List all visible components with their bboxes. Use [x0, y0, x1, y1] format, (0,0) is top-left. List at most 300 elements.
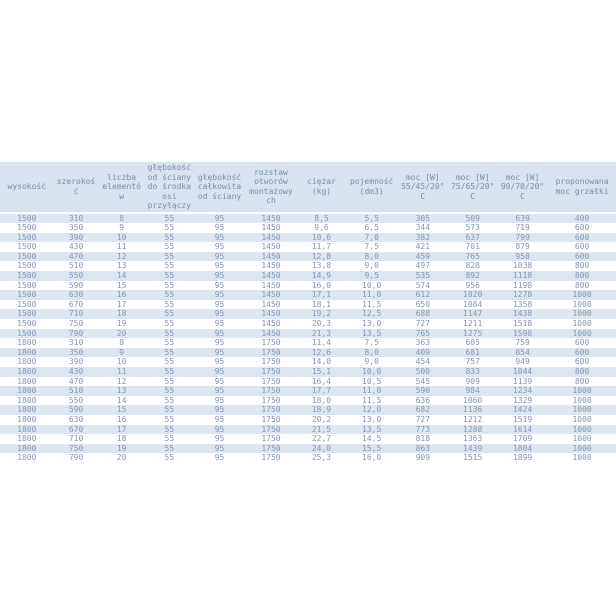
- table-cell: 1038: [512, 261, 533, 271]
- table-cell: 17,1: [311, 290, 332, 300]
- table-cell: 600: [574, 347, 590, 357]
- table-cell: 1500: [17, 328, 37, 338]
- table-cell: 18,9: [311, 405, 332, 415]
- table-cell: 1212: [463, 414, 483, 424]
- table-cell: 1750: [261, 357, 281, 367]
- table-cell: 550: [68, 271, 84, 281]
- table-row: [0, 271, 616, 281]
- table-row: [0, 444, 616, 454]
- table-cell: 682: [415, 405, 431, 415]
- table-cell: 984: [465, 386, 480, 396]
- column-header: głębokość całkowita od ściany: [194, 162, 245, 213]
- table-cell: 55: [164, 213, 175, 223]
- table-cell: 1750: [261, 367, 281, 376]
- table-cell: 1500: [17, 261, 37, 271]
- table-cell: 1750: [261, 424, 281, 434]
- table-cell: 421: [415, 242, 431, 252]
- column-header: moc [W] 90/70/20°C: [497, 162, 548, 213]
- table-cell: 11,0: [362, 290, 382, 300]
- table-cell: 14,5: [362, 434, 382, 444]
- table-cell: 800: [574, 271, 590, 281]
- table-cell: 1439: [463, 443, 483, 453]
- table-cell: 7,5: [364, 338, 379, 348]
- table-cell: 497: [415, 261, 431, 271]
- table-row: [0, 213, 616, 224]
- table-cell: 1060: [463, 395, 483, 405]
- table-cell: 1500: [17, 290, 37, 300]
- table-cell: 1750: [261, 405, 281, 415]
- table-cell: 1750: [261, 453, 281, 463]
- table-cell: 1358: [512, 299, 533, 309]
- table-cell: 1800: [17, 414, 37, 424]
- table-cell: 1614: [512, 424, 533, 434]
- table-cell: 21,5: [311, 424, 332, 434]
- table-cell: 95: [214, 213, 225, 223]
- table-cell: 670: [68, 424, 84, 434]
- table-cell: 1084: [463, 299, 483, 309]
- table-cell: 95: [214, 434, 225, 444]
- table-cell: 12: [116, 251, 127, 261]
- table-cell: 11,5: [362, 395, 382, 405]
- table-cell: 470: [68, 376, 84, 386]
- table-cell: 55: [164, 357, 175, 367]
- table-cell: 11,7: [311, 242, 332, 252]
- table-cell: 688: [415, 309, 431, 319]
- table-cell: 13,0: [362, 414, 382, 424]
- table-cell: 11,0: [362, 386, 382, 396]
- table-cell: 12,5: [362, 309, 382, 319]
- table-cell: 10,0: [362, 367, 382, 376]
- table-cell: 12,6: [311, 347, 332, 357]
- table-cell: 636: [415, 395, 431, 405]
- table-cell: 10: [116, 357, 127, 367]
- table-cell: 1750: [261, 386, 281, 396]
- table-cell: 650: [415, 299, 431, 309]
- spec-table: [0, 162, 616, 463]
- column-header: rozstaw otworów montażowych: [245, 162, 297, 213]
- table-cell: 1500: [17, 319, 37, 329]
- table-cell: 1800: [17, 357, 37, 367]
- table-cell: 1275: [463, 328, 483, 338]
- table-cell: 18,0: [311, 395, 332, 405]
- table-cell: 95: [214, 271, 225, 281]
- table-cell: 833: [465, 367, 480, 376]
- table-row: [0, 434, 616, 444]
- table-cell: 1598: [512, 328, 533, 338]
- table-cell: 24,0: [311, 443, 332, 453]
- table-cell: 956: [465, 280, 480, 290]
- table-cell: 14,0: [311, 357, 332, 367]
- table-cell: 1278: [512, 290, 533, 300]
- table-cell: 55: [164, 405, 175, 415]
- table-cell: 800: [574, 261, 590, 271]
- table-cell: 95: [214, 232, 225, 242]
- table-cell: 55: [164, 347, 175, 357]
- table-cell: 5,5: [364, 213, 379, 223]
- table-cell: 600: [574, 223, 590, 233]
- table-row: [0, 348, 616, 358]
- table-cell: 757: [465, 357, 480, 367]
- table-cell: 55: [164, 223, 175, 233]
- table-cell: 17: [116, 299, 127, 309]
- table-cell: 55: [164, 414, 175, 424]
- table-cell: 55: [164, 386, 175, 396]
- table-cell: 25,3: [311, 453, 332, 463]
- table-cell: 18: [116, 309, 127, 319]
- table-cell: 1450: [261, 213, 281, 223]
- table-cell: 19: [116, 443, 127, 453]
- table-cell: 95: [214, 280, 225, 290]
- table-cell: 55: [164, 299, 175, 309]
- table-cell: 18,1: [311, 299, 332, 309]
- table-cell: 7,5: [364, 242, 379, 252]
- table-cell: 12,0: [362, 405, 382, 415]
- header-row: [0, 162, 616, 213]
- table-cell: 55: [164, 376, 175, 386]
- table-cell: 630: [68, 290, 84, 300]
- table-cell: 909: [465, 376, 480, 386]
- table-row: [0, 396, 616, 406]
- table-cell: 55: [164, 242, 175, 252]
- table-row: [0, 338, 616, 348]
- table-cell: 55: [164, 290, 175, 300]
- table-cell: 55: [164, 367, 175, 376]
- table-cell: 55: [164, 261, 175, 271]
- table-cell: 1000: [572, 386, 592, 396]
- table-cell: 14: [116, 271, 127, 281]
- table-cell: 55: [164, 443, 175, 453]
- table-cell: 10: [116, 232, 127, 242]
- table-cell: 1000: [572, 414, 592, 424]
- table-cell: 509: [465, 213, 480, 223]
- table-cell: 710: [68, 309, 84, 319]
- table-row: [0, 290, 616, 300]
- table-cell: 1800: [17, 443, 37, 453]
- table-cell: 1000: [572, 309, 592, 319]
- table-cell: 1450: [261, 299, 281, 309]
- table-cell: 1450: [261, 319, 281, 329]
- table-row: [0, 300, 616, 310]
- table-cell: 1500: [17, 251, 37, 261]
- table-row: [0, 377, 616, 387]
- table-cell: 535: [415, 271, 431, 281]
- column-header: głębokość od ściany do środka osi przyłączy: [145, 162, 194, 213]
- table-cell: 1450: [261, 290, 281, 300]
- table-cell: 9,5: [364, 271, 379, 281]
- table-cell: 22,7: [311, 434, 332, 444]
- table-cell: 305: [415, 213, 431, 223]
- table-row: [0, 309, 616, 319]
- table-row: [0, 415, 616, 425]
- table-cell: 773: [415, 424, 431, 434]
- table-cell: 573: [465, 223, 480, 233]
- table-cell: 9: [119, 223, 125, 233]
- table-cell: 55: [164, 434, 175, 444]
- table-cell: 1000: [572, 434, 592, 444]
- table-cell: 20: [116, 328, 127, 338]
- table-cell: 1750: [261, 443, 281, 453]
- table-row: [0, 367, 616, 377]
- table-cell: 13,5: [362, 424, 382, 434]
- table-cell: 1000: [572, 328, 592, 338]
- column-header: szerokość: [54, 162, 99, 213]
- table-cell: 16,0: [362, 453, 382, 463]
- table-row: [0, 252, 616, 262]
- table-cell: 1136: [463, 405, 483, 415]
- table-cell: 95: [214, 376, 225, 386]
- table-cell: 1750: [261, 376, 281, 386]
- table-cell: 9,0: [364, 261, 379, 271]
- table-cell: 20: [116, 453, 127, 463]
- table-cell: 20,3: [311, 319, 332, 329]
- table-cell: 590: [68, 405, 84, 415]
- table-cell: 13: [116, 261, 127, 271]
- column-header: liczba elementów: [99, 162, 145, 213]
- table-cell: 909: [415, 453, 431, 463]
- table-cell: 605: [465, 338, 480, 348]
- table-cell: 1750: [261, 395, 281, 405]
- table-cell: 1000: [572, 424, 592, 434]
- table-cell: 6,5: [364, 223, 379, 233]
- table-cell: 454: [415, 357, 431, 367]
- table-cell: 600: [574, 357, 590, 367]
- table-cell: 1500: [17, 223, 37, 233]
- table-cell: 55: [164, 453, 175, 463]
- table-cell: 16,4: [311, 376, 332, 386]
- table-row: [0, 281, 616, 291]
- table-cell: 600: [574, 338, 590, 348]
- table-cell: 818: [415, 434, 431, 444]
- table-cell: 8,0: [364, 347, 379, 357]
- table-cell: 20,2: [311, 414, 332, 424]
- table-row: [0, 386, 616, 396]
- table-cell: 344: [415, 223, 431, 233]
- table-cell: 10,0: [362, 280, 382, 290]
- table-cell: 800: [574, 376, 590, 386]
- table-cell: 382: [415, 232, 431, 242]
- table-cell: 1800: [17, 395, 37, 405]
- table-cell: 590: [415, 386, 431, 396]
- table-cell: 863: [415, 443, 431, 453]
- table-cell: 1500: [17, 309, 37, 319]
- table-cell: 95: [214, 453, 225, 463]
- table-cell: 95: [214, 347, 225, 357]
- table-cell: 95: [214, 395, 225, 405]
- spec-table-container: [0, 162, 616, 463]
- table-cell: 681: [465, 347, 480, 357]
- table-cell: 55: [164, 271, 175, 281]
- table-cell: 1450: [261, 242, 281, 252]
- table-cell: 11,5: [362, 299, 382, 309]
- table-cell: 612: [415, 290, 431, 300]
- table-cell: 95: [214, 443, 225, 453]
- table-cell: 15: [116, 405, 127, 415]
- table-cell: 727: [415, 319, 431, 329]
- table-body: [0, 213, 616, 463]
- table-cell: 1500: [17, 280, 37, 290]
- table-cell: 790: [68, 328, 84, 338]
- table-row: [0, 233, 616, 243]
- table-cell: 1147: [463, 309, 483, 319]
- table-cell: 18: [116, 434, 127, 444]
- table-cell: 1000: [572, 453, 592, 463]
- table-cell: 15,5: [362, 443, 382, 453]
- table-cell: 9,6: [314, 223, 329, 233]
- table-cell: 1750: [261, 414, 281, 424]
- table-cell: 1450: [261, 328, 281, 338]
- table-cell: 95: [214, 386, 225, 396]
- table-cell: 95: [214, 290, 225, 300]
- table-cell: 765: [465, 251, 480, 261]
- table-cell: 21,3: [311, 328, 332, 338]
- table-cell: 12,8: [311, 251, 332, 261]
- table-cell: 470: [68, 251, 84, 261]
- table-cell: 8,5: [314, 213, 329, 223]
- table-cell: 1709: [512, 434, 533, 444]
- table-cell: 8,0: [364, 251, 379, 261]
- table-cell: 11,4: [311, 338, 332, 348]
- table-cell: 95: [214, 357, 225, 367]
- table-cell: 1800: [17, 453, 37, 463]
- table-cell: 630: [68, 414, 84, 424]
- table-cell: 1450: [261, 251, 281, 261]
- table-cell: 1288: [463, 424, 483, 434]
- table-cell: 17,7: [311, 386, 332, 396]
- table-cell: 11: [116, 242, 127, 252]
- table-cell: 15,1: [311, 367, 332, 376]
- table-cell: 10,6: [311, 232, 332, 242]
- table-cell: 459: [415, 251, 431, 261]
- column-header: pojemność (dm3): [346, 162, 397, 213]
- table-cell: 800: [574, 367, 590, 376]
- table-cell: 590: [68, 280, 84, 290]
- table-cell: 1750: [261, 434, 281, 444]
- table-cell: 55: [164, 232, 175, 242]
- table-row: [0, 242, 616, 252]
- table-cell: 600: [574, 242, 590, 252]
- table-cell: 55: [164, 424, 175, 434]
- table-cell: 55: [164, 328, 175, 338]
- table-cell: 1234: [512, 386, 533, 396]
- table-cell: 1800: [17, 424, 37, 434]
- table-cell: 949: [515, 357, 530, 367]
- table-cell: 1500: [17, 213, 37, 223]
- table-cell: 390: [68, 232, 84, 242]
- table-cell: 550: [68, 395, 84, 405]
- table-cell: 1438: [512, 309, 533, 319]
- table-cell: 1363: [463, 434, 483, 444]
- table-cell: 19: [116, 319, 127, 329]
- table-cell: 55: [164, 309, 175, 319]
- table-cell: 95: [214, 338, 225, 348]
- table-cell: 1519: [512, 414, 533, 424]
- table-cell: 1000: [572, 405, 592, 415]
- table-cell: 1500: [17, 242, 37, 252]
- table-cell: 1804: [512, 443, 533, 453]
- table-row: [0, 357, 616, 367]
- table-cell: 1020: [463, 290, 483, 300]
- table-cell: 1500: [17, 299, 37, 309]
- table-cell: 55: [164, 251, 175, 261]
- table-cell: 350: [68, 223, 84, 233]
- column-header: moc [W] 55/45/20°C: [397, 162, 448, 213]
- table-cell: 1518: [512, 319, 533, 329]
- table-cell: 1000: [572, 443, 592, 453]
- table-cell: 15: [116, 280, 127, 290]
- table-cell: 1800: [17, 347, 37, 357]
- table-cell: 1139: [512, 376, 533, 386]
- table-cell: 95: [214, 251, 225, 261]
- table-cell: 701: [465, 242, 480, 252]
- table-cell: 500: [415, 367, 431, 376]
- table-cell: 639: [515, 213, 530, 223]
- table-cell: 670: [68, 299, 84, 309]
- table-cell: 750: [68, 443, 84, 453]
- table-cell: 1329: [512, 395, 533, 405]
- table-cell: 799: [515, 232, 530, 242]
- table-cell: 727: [415, 414, 431, 424]
- table-cell: 95: [214, 405, 225, 415]
- table-cell: 390: [68, 357, 84, 367]
- table-cell: 510: [68, 386, 84, 396]
- table-cell: 750: [68, 319, 84, 329]
- table-cell: 1118: [512, 271, 533, 281]
- table-row: [0, 329, 616, 339]
- table-cell: 16: [116, 290, 127, 300]
- table-cell: 600: [574, 251, 590, 261]
- table-cell: 892: [465, 271, 480, 281]
- table-cell: 1000: [572, 299, 592, 309]
- table-cell: 710: [68, 434, 84, 444]
- table-cell: 95: [214, 367, 225, 376]
- table-cell: 1800: [17, 367, 37, 376]
- table-cell: 350: [68, 347, 84, 357]
- table-cell: 1750: [261, 338, 281, 348]
- table-cell: 8: [119, 213, 125, 223]
- table-cell: 14,9: [311, 271, 332, 281]
- table-cell: 958: [515, 251, 530, 261]
- table-row: [0, 453, 616, 463]
- table-cell: 95: [214, 242, 225, 252]
- table-cell: 574: [415, 280, 431, 290]
- column-header: ciężar (kg): [297, 162, 346, 213]
- table-cell: 1198: [512, 280, 533, 290]
- table-cell: 95: [214, 223, 225, 233]
- table-cell: 1800: [17, 376, 37, 386]
- table-cell: 765: [415, 328, 431, 338]
- table-cell: 1800: [17, 405, 37, 415]
- table-cell: 55: [164, 280, 175, 290]
- table-cell: 1500: [17, 232, 37, 242]
- table-cell: 10,5: [362, 376, 382, 386]
- table-cell: 759: [515, 338, 530, 348]
- table-cell: 1044: [512, 367, 533, 376]
- table-header: [0, 162, 616, 213]
- table-cell: 1450: [261, 223, 281, 233]
- table-cell: 1000: [572, 395, 592, 405]
- table-cell: 17: [116, 424, 127, 434]
- table-cell: 719: [515, 223, 530, 233]
- table-cell: 510: [68, 261, 84, 271]
- table-cell: 55: [164, 395, 175, 405]
- table-cell: 1000: [572, 290, 592, 300]
- table-cell: 11: [116, 367, 127, 376]
- table-cell: 1800: [17, 386, 37, 396]
- table-cell: 800: [574, 280, 590, 290]
- table-cell: 400: [574, 213, 590, 223]
- table-cell: 8: [119, 338, 125, 348]
- table-cell: 1450: [261, 271, 281, 281]
